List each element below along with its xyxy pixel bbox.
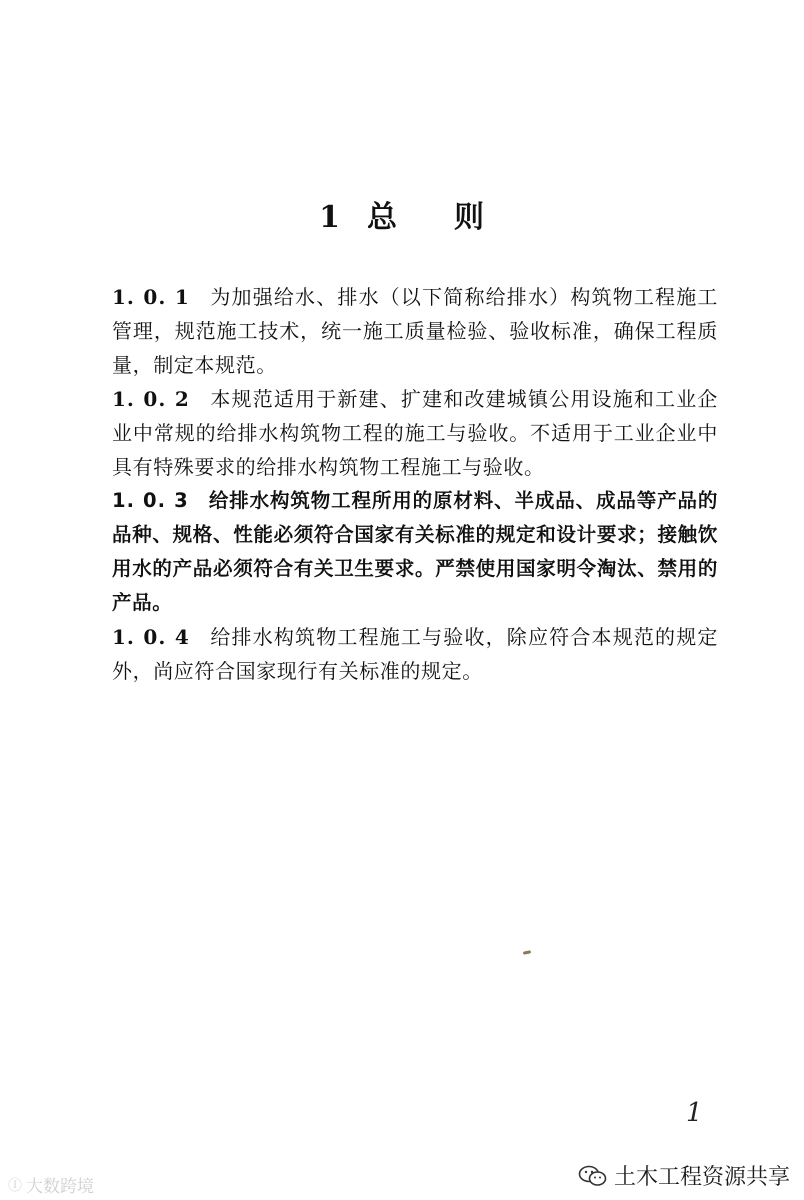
- clause-text: 给排水构筑物工程所用的原材料、半成品、成品等产品的品种、规格、性能必须符合国家有关标准的规定和设计要求；接触饮用水的产品必须符合有关卫生要求。严禁使用国家明令淘汰、禁用的产品。: [112, 489, 718, 614]
- clause-number: 1. 0. 2: [112, 387, 190, 411]
- clause-1-0-1: [112, 280, 718, 382]
- clause-1-0-4: [112, 620, 718, 688]
- chapter-number: 1: [319, 200, 341, 235]
- page-number: 1: [686, 1098, 703, 1128]
- clause-number: 1. 0. 3: [112, 489, 189, 512]
- clause-1-0-3: [112, 484, 718, 620]
- clause-number: 1. 0. 4: [112, 625, 190, 649]
- chapter-title-part2: 则: [453, 200, 485, 235]
- watermark-left: [8, 1172, 94, 1197]
- clause-1-0-2: [112, 382, 718, 484]
- clause-text: 为加强给水、排水（以下简称给排水）构筑物工程施工管理，规范施工技术，统一施工质量检验、验收标准，确保工程质量，制定本规范。: [112, 285, 718, 377]
- chapter-title: [0, 192, 804, 236]
- ic-logo-icon: Ⓘ: [8, 1177, 22, 1194]
- clause-number: 1. 0. 1: [112, 285, 190, 309]
- watermark-left-text: 大数跨境: [26, 1177, 94, 1197]
- wechat-icon: [578, 1164, 608, 1188]
- clauses-body: [112, 280, 718, 688]
- scan-speck: [523, 950, 531, 955]
- watermark-right: [578, 1160, 790, 1191]
- clause-text: 给排水构筑物工程施工与验收，除应符合本规范的规定外，尚应符合国家现行有关标准的规定。: [112, 625, 718, 683]
- chapter-title-part1: 总: [366, 200, 398, 235]
- clause-text: 本规范适用于新建、扩建和改建城镇公用设施和工业企业中常规的给排水构筑物工程的施工与验收。不适用于工业企业中具有特殊要求的给排水构筑物工程施工与验收。: [112, 387, 718, 479]
- watermark-right-text: 土木工程资源共享: [613, 1165, 790, 1190]
